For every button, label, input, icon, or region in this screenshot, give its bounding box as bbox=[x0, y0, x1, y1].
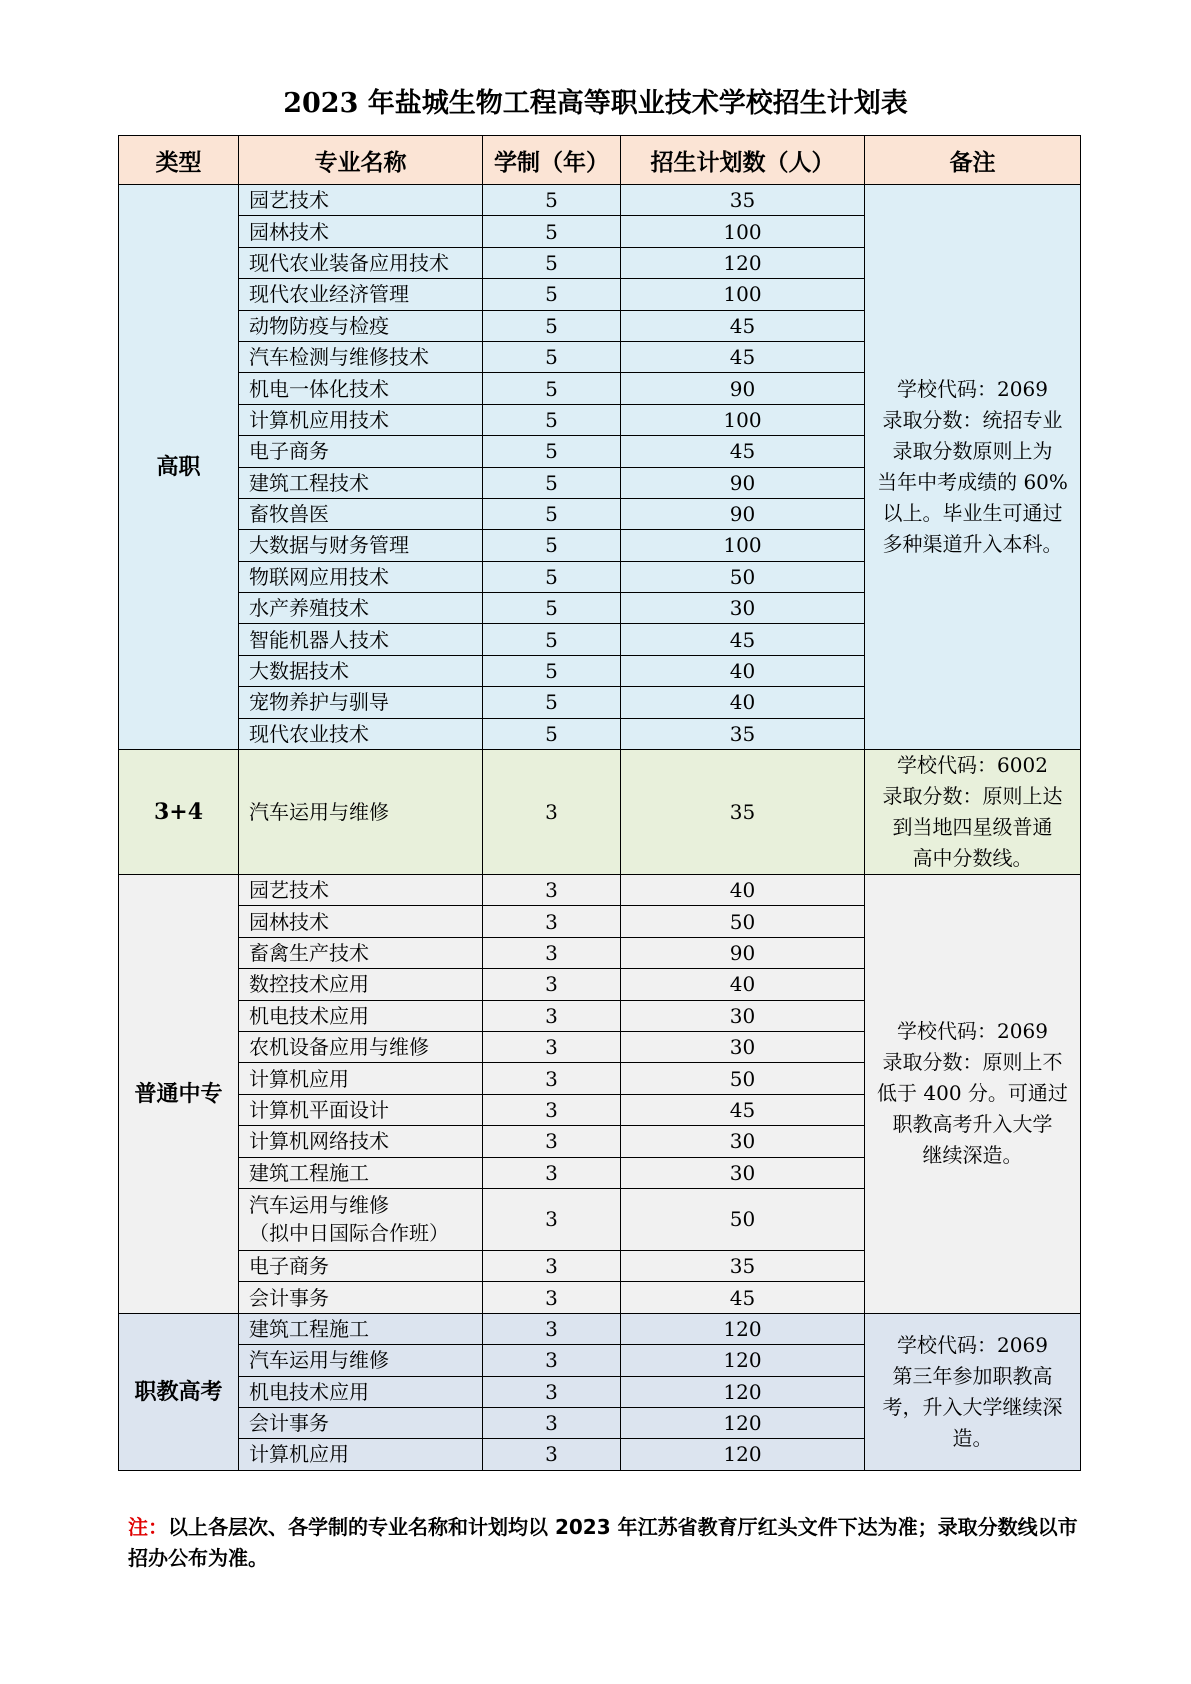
major-name-cell bbox=[239, 279, 483, 310]
table-body bbox=[119, 185, 1081, 1471]
duration-cell: 3 bbox=[483, 1407, 621, 1438]
duration-cell: 5 bbox=[483, 718, 621, 749]
major-name-cell bbox=[239, 561, 483, 592]
note-line: 第三年参加职教高 bbox=[892, 1363, 1053, 1388]
major-name-cell bbox=[239, 1094, 483, 1125]
major-name-line2: （拟中日国际合作班） bbox=[249, 1221, 449, 1246]
duration-cell: 3 bbox=[483, 1250, 621, 1281]
duration-cell: 5 bbox=[483, 341, 621, 372]
major-name: 园林技术 bbox=[249, 219, 329, 244]
major-name-cell bbox=[239, 1376, 483, 1407]
duration-cell: 5 bbox=[483, 373, 621, 404]
major-name-cell bbox=[239, 750, 483, 875]
note-line: 考，升入大学继续深 bbox=[882, 1394, 1063, 1419]
major-name-cell bbox=[239, 969, 483, 1000]
duration-cell: 5 bbox=[483, 687, 621, 718]
quota-cell: 30 bbox=[621, 593, 865, 624]
quota-cell: 50 bbox=[621, 561, 865, 592]
major-name-cell bbox=[239, 875, 483, 906]
header-major-name: 专业名称 bbox=[239, 136, 483, 185]
major-name-cell bbox=[239, 310, 483, 341]
quota-cell: 90 bbox=[621, 498, 865, 529]
quota-cell: 100 bbox=[621, 404, 865, 435]
duration-cell: 3 bbox=[483, 1000, 621, 1031]
quota-cell: 50 bbox=[621, 1188, 865, 1250]
section-note bbox=[865, 185, 1081, 750]
major-name-cell bbox=[239, 937, 483, 968]
duration-cell: 5 bbox=[483, 216, 621, 247]
major-name-cell bbox=[239, 624, 483, 655]
footnote bbox=[128, 1512, 1088, 1574]
major-name-cell bbox=[239, 247, 483, 278]
note-line: 录取分数：原则上达 bbox=[882, 784, 1063, 809]
note-line: 学校代码：2069 bbox=[897, 377, 1048, 402]
duration-cell: 3 bbox=[483, 1063, 621, 1094]
major-name: 机电技术应用 bbox=[249, 1379, 369, 1404]
major-name-cell bbox=[239, 404, 483, 435]
major-name: 农机设备应用与维修 bbox=[249, 1035, 429, 1060]
major-name-cell bbox=[239, 1250, 483, 1281]
duration-cell: 5 bbox=[483, 624, 621, 655]
duration-cell: 5 bbox=[483, 655, 621, 686]
major-name: 现代农业装备应用技术 bbox=[249, 250, 449, 275]
note-line: 学校代码：2069 bbox=[897, 1019, 1048, 1044]
major-name-cell bbox=[239, 467, 483, 498]
major-name: 计算机应用 bbox=[249, 1066, 349, 1091]
quota-cell: 40 bbox=[621, 875, 865, 906]
major-name-cell bbox=[239, 1407, 483, 1438]
duration-cell: 3 bbox=[483, 1345, 621, 1376]
major-name: 机电一体化技术 bbox=[249, 376, 389, 401]
quota-cell: 120 bbox=[621, 1313, 865, 1344]
note-line: 多种渠道升入本科。 bbox=[882, 532, 1063, 557]
quota-cell: 120 bbox=[621, 1407, 865, 1438]
major-name-cell bbox=[239, 1282, 483, 1313]
major-name: 数控技术应用 bbox=[249, 972, 369, 997]
major-name-cell bbox=[239, 498, 483, 529]
note-line: 到当地四星级普通 bbox=[892, 815, 1053, 840]
page-title: 2023 年盐城生物工程高等职业技术学校招生计划表 bbox=[283, 88, 908, 119]
quota-cell: 35 bbox=[621, 1250, 865, 1281]
quota-cell: 45 bbox=[621, 310, 865, 341]
quota-cell: 45 bbox=[621, 1094, 865, 1125]
duration-cell: 5 bbox=[483, 404, 621, 435]
quota-cell: 90 bbox=[621, 467, 865, 498]
major-name-cell bbox=[239, 1439, 483, 1470]
note-line: 学校代码：6002 bbox=[897, 753, 1048, 778]
major-name-cell bbox=[239, 1157, 483, 1188]
major-name: 计算机平面设计 bbox=[249, 1097, 389, 1122]
quota-cell: 120 bbox=[621, 1345, 865, 1376]
note-line: 继续深造。 bbox=[922, 1143, 1023, 1168]
quota-cell: 45 bbox=[621, 436, 865, 467]
quota-cell: 50 bbox=[621, 1063, 865, 1094]
quota-cell: 35 bbox=[621, 185, 865, 216]
major-name-cell bbox=[239, 1188, 483, 1250]
duration-cell: 3 bbox=[483, 1313, 621, 1344]
major-name-cell bbox=[239, 1031, 483, 1062]
duration-cell: 5 bbox=[483, 498, 621, 529]
note-line: 录取分数原则上为 bbox=[892, 439, 1053, 464]
duration-cell: 3 bbox=[483, 906, 621, 937]
quota-cell: 90 bbox=[621, 373, 865, 404]
major-name: 建筑工程技术 bbox=[249, 470, 369, 495]
duration-cell: 3 bbox=[483, 1282, 621, 1313]
duration-cell: 5 bbox=[483, 436, 621, 467]
duration-cell: 3 bbox=[483, 875, 621, 906]
table-header bbox=[119, 136, 1081, 185]
enrollment-plan-table bbox=[118, 135, 1081, 1471]
quota-cell: 120 bbox=[621, 247, 865, 278]
quota-cell: 30 bbox=[621, 1031, 865, 1062]
major-name-cell bbox=[239, 906, 483, 937]
duration-cell: 3 bbox=[483, 1376, 621, 1407]
quota-cell: 30 bbox=[621, 1157, 865, 1188]
major-name: 畜禽生产技术 bbox=[249, 941, 369, 965]
major-name-cell bbox=[239, 718, 483, 749]
quota-cell: 35 bbox=[621, 718, 865, 749]
section-type: 3+4 bbox=[119, 750, 239, 875]
major-name: 计算机应用 bbox=[249, 1442, 349, 1467]
table-row bbox=[119, 875, 1081, 906]
duration-cell: 5 bbox=[483, 467, 621, 498]
quota-cell: 45 bbox=[621, 624, 865, 655]
note-line: 职教高考升入大学 bbox=[892, 1112, 1053, 1137]
duration-cell: 3 bbox=[483, 750, 621, 875]
duration-cell: 3 bbox=[483, 1188, 621, 1250]
major-name: 现代农业经济管理 bbox=[249, 282, 409, 307]
major-name: 大数据与财务管理 bbox=[249, 533, 409, 558]
quota-cell: 45 bbox=[621, 341, 865, 372]
major-name: 建筑工程施工 bbox=[249, 1160, 369, 1185]
quota-cell: 120 bbox=[621, 1376, 865, 1407]
major-name: 园艺技术 bbox=[249, 878, 329, 903]
major-name-cell bbox=[239, 687, 483, 718]
major-name: 动物防疫与检疫 bbox=[249, 313, 389, 338]
major-name: 畜牧兽医 bbox=[249, 502, 329, 527]
table-row bbox=[119, 1313, 1081, 1344]
major-name: 园林技术 bbox=[249, 909, 329, 934]
major-name: 智能机器人技术 bbox=[249, 627, 389, 652]
major-name-cell bbox=[239, 1000, 483, 1031]
note-line: 造。 bbox=[952, 1425, 993, 1450]
header-type: 类型 bbox=[119, 136, 239, 185]
major-name: 计算机网络技术 bbox=[249, 1129, 389, 1154]
note-line: 以上。毕业生可通过 bbox=[882, 501, 1063, 526]
duration-cell: 5 bbox=[483, 593, 621, 624]
quota-cell: 30 bbox=[621, 1000, 865, 1031]
duration-cell: 5 bbox=[483, 530, 621, 561]
duration-cell: 3 bbox=[483, 1094, 621, 1125]
note-line: 当年中考成绩的 60% bbox=[877, 470, 1068, 495]
duration-cell: 5 bbox=[483, 247, 621, 278]
major-name-cell bbox=[239, 373, 483, 404]
major-name: 汽车运用与维修 bbox=[249, 800, 389, 825]
note-line: 录取分数：统招专业 bbox=[882, 408, 1063, 433]
major-name: 电子商务 bbox=[249, 1254, 329, 1279]
major-name-cell bbox=[239, 1313, 483, 1344]
section-note bbox=[865, 875, 1081, 1314]
header-duration: 学制（年） bbox=[483, 136, 621, 185]
quota-cell: 35 bbox=[621, 750, 865, 875]
table-row bbox=[119, 750, 1081, 875]
duration-cell: 3 bbox=[483, 1439, 621, 1470]
major-name-cell bbox=[239, 185, 483, 216]
major-name: 汽车检测与维修技术 bbox=[249, 345, 429, 370]
footnote-lead: 注： bbox=[128, 1515, 168, 1539]
major-name-cell bbox=[239, 436, 483, 467]
major-name: 机电技术应用 bbox=[249, 1003, 369, 1028]
major-name-cell bbox=[239, 341, 483, 372]
quota-cell: 100 bbox=[621, 530, 865, 561]
header-note: 备注 bbox=[865, 136, 1081, 185]
note-line: 低于 400 分。可通过 bbox=[877, 1081, 1068, 1106]
major-name: 大数据技术 bbox=[249, 659, 349, 684]
duration-cell: 3 bbox=[483, 969, 621, 1000]
major-name-cell bbox=[239, 593, 483, 624]
duration-cell: 3 bbox=[483, 1126, 621, 1157]
duration-cell: 5 bbox=[483, 185, 621, 216]
section-type: 高职 bbox=[119, 185, 239, 750]
major-name: 会计事务 bbox=[249, 1411, 329, 1436]
duration-cell: 5 bbox=[483, 279, 621, 310]
major-name-cell bbox=[239, 1126, 483, 1157]
note-line: 录取分数：原则上不 bbox=[882, 1050, 1063, 1075]
duration-cell: 5 bbox=[483, 310, 621, 341]
quota-cell: 40 bbox=[621, 687, 865, 718]
major-name: 园艺技术 bbox=[249, 188, 329, 213]
quota-cell: 40 bbox=[621, 969, 865, 1000]
header-row bbox=[119, 136, 1081, 185]
duration-cell: 3 bbox=[483, 937, 621, 968]
major-name: 水产养殖技术 bbox=[249, 596, 369, 621]
major-name-cell bbox=[239, 530, 483, 561]
major-name-cell bbox=[239, 655, 483, 686]
major-name: 物联网应用技术 bbox=[249, 564, 389, 589]
quota-cell: 40 bbox=[621, 655, 865, 686]
section-note bbox=[865, 1313, 1081, 1470]
header-quota: 招生计划数（人） bbox=[621, 136, 865, 185]
duration-cell: 3 bbox=[483, 1031, 621, 1062]
duration-cell: 3 bbox=[483, 1157, 621, 1188]
quota-cell: 100 bbox=[621, 279, 865, 310]
major-name: 计算机应用技术 bbox=[249, 407, 389, 432]
major-name: 宠物养护与驯导 bbox=[249, 690, 389, 715]
section-type: 普通中专 bbox=[119, 875, 239, 1314]
quota-cell: 30 bbox=[621, 1126, 865, 1157]
quota-cell: 50 bbox=[621, 906, 865, 937]
note-line: 学校代码：2069 bbox=[897, 1332, 1048, 1357]
major-name: 汽车运用与维修 bbox=[249, 1193, 389, 1218]
major-name: 建筑工程施工 bbox=[249, 1316, 369, 1341]
major-name: 会计事务 bbox=[249, 1285, 329, 1310]
table-row bbox=[119, 185, 1081, 216]
major-name-cell bbox=[239, 216, 483, 247]
section-type: 职教高考 bbox=[119, 1313, 239, 1470]
major-name: 现代农业技术 bbox=[249, 721, 369, 746]
duration-cell: 5 bbox=[483, 561, 621, 592]
major-name-cell bbox=[239, 1063, 483, 1094]
footnote-text: 以上各层次、各学制的专业名称和计划均以 2023 年江苏省教育厅红头文件下达为准；录取分数线以市招办公布为准。 bbox=[128, 1515, 1078, 1570]
quota-cell: 100 bbox=[621, 216, 865, 247]
major-name: 电子商务 bbox=[249, 439, 329, 464]
major-name: 汽车运用与维修 bbox=[249, 1348, 389, 1373]
note-line: 高中分数线。 bbox=[912, 846, 1033, 871]
major-name-cell bbox=[239, 1345, 483, 1376]
quota-cell: 120 bbox=[621, 1439, 865, 1470]
section-note bbox=[865, 750, 1081, 875]
quota-cell: 45 bbox=[621, 1282, 865, 1313]
quota-cell: 90 bbox=[621, 937, 865, 968]
